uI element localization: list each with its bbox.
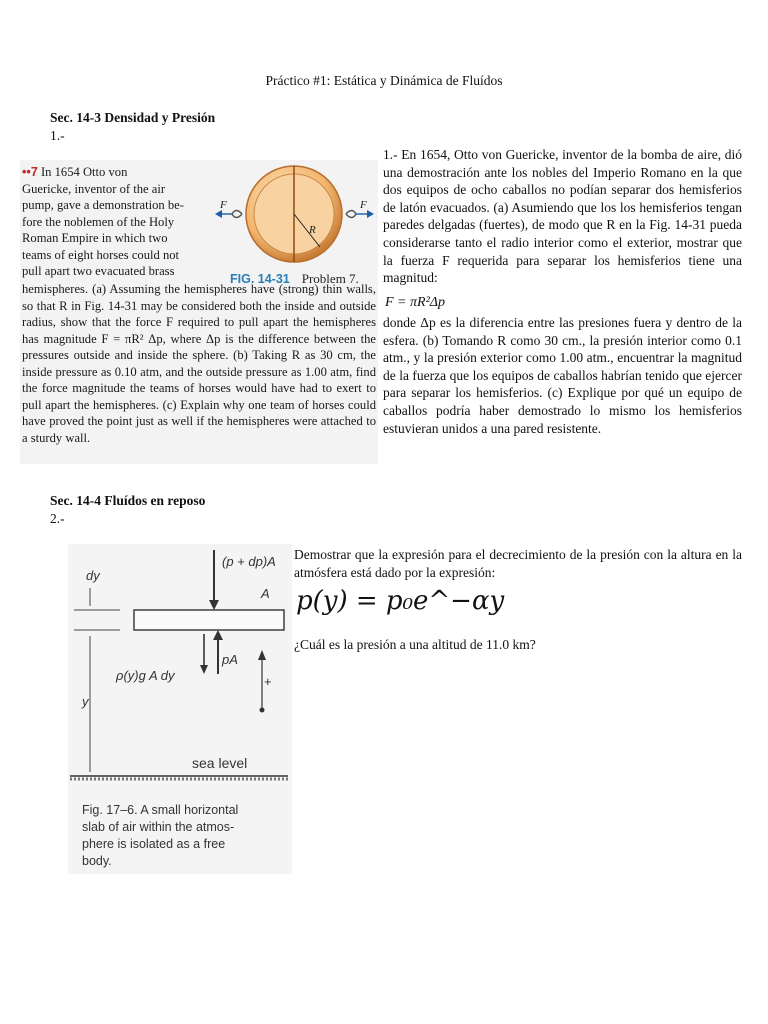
- positive-direction-dot: [260, 708, 265, 713]
- intro-line: Roman Empire in which two: [22, 231, 168, 245]
- spanish-problem-2-question: ¿Cuál es la presión a una altitud de 11.0 km?: [294, 637, 536, 652]
- intro-line: fore the noblemen of the Holy: [22, 214, 175, 229]
- english-intro: [22, 164, 208, 280]
- figure-caption: Problem 7.: [301, 271, 359, 286]
- caption-line: Fig. 17–6. A small horizontal: [82, 803, 239, 817]
- top-force-label: (p + dp)A: [222, 554, 276, 569]
- figure-17-6-caption: [82, 802, 282, 870]
- bottom-force-label: pA: [222, 652, 238, 667]
- caption-line: body.: [82, 854, 112, 868]
- figure-label: FIG. 14-31: [230, 272, 290, 286]
- intro-line: pump, gave a demonstration be-: [22, 198, 184, 212]
- air-slab: [134, 610, 284, 630]
- problem-number-1: 1.-: [50, 128, 65, 143]
- figure-14-31-caption: [230, 270, 359, 288]
- section-heading-2: Sec. 14-4 Fluídos en reposo: [50, 493, 206, 508]
- problem-number-2: 2.-: [50, 511, 65, 526]
- spanish-problem-1-para1: 1.- En 1654, Otto von Guericke, inventor de la bomba de aire, dió una demostración ante los nobles del Imperio Romano en la que dos equipos de ocho caballos no podían separar dos hemisferios de latón evacuados. (a) Asumiendo que los los hemisferios tengan paredes delgadas (fuertes), de modo que R en la Fig. 14-31 pueda considerarse tanto el radio interior como el exterior, mostrar que la fuerza F requerida para separar los hemisferios tiene una magnitud:: [383, 147, 742, 286]
- pressure-altitude-formula: p(y) = p₀e^−αy: [296, 586, 505, 616]
- caption-line: phere is isolated as a free: [82, 837, 226, 851]
- weight-label: ρ(y)g A dy: [116, 668, 175, 683]
- area-label: A: [261, 586, 270, 601]
- intro-line: In 1654 Otto von: [40, 165, 128, 179]
- problem-marker: ••7: [22, 165, 38, 179]
- intro-line: pull apart two evacuated brass: [22, 264, 175, 278]
- section-heading-1: Sec. 14-3 Densidad y Presión: [50, 110, 216, 125]
- right-force-label: F: [360, 199, 367, 211]
- caption-line: slab of air within the atmos-: [82, 820, 235, 834]
- hemispheres-figure: [212, 164, 378, 282]
- y-axis-label: y: [82, 694, 89, 709]
- left-force-label: F: [220, 199, 227, 211]
- spanish-problem-1-para2: donde Δp es la diferencia entre las presiones fuera y dentro de la esfera. (b) Tomando R como 30 cm., la presión interior como 0.1 atm., y la presión exterior como 1.00 atm., encuentrar la magnitud de la fuerza que los equipos de caballos habrían tenido que ejercer para separar los hemisferios. (c) Explique por qué un equipo de caballos podría haber demostrado lo mismo los hemisferios estuvieran unidos a una pared resistente.: [383, 315, 742, 436]
- english-rest: hemispheres. (a) Assuming the hemispheres have (strong) thin walls, so that R in Fig. 14-31 may be considered both the inside and outside radius, show that the force F required to pull apart the hemispheres has magnitude F = πR² Δp, where Δp is the difference between the pressures outside and inside the sphere. (b) Taking R as 30 cm, the inside pressure as 0.10 atm, and the outside pressure as 1.00 atm, find the force magnitude the teams of horses would have had to exert to pull apart the hemispheres. (c) Explain why one team of horses could have proved the point just as well if the hemispheres were attached to a sturdy wall.: [22, 282, 376, 445]
- sea-level-label: sea level: [192, 755, 248, 771]
- spanish-problem-1-formula: F = πR²Δp: [385, 295, 445, 310]
- dy-label: dy: [86, 568, 100, 583]
- intro-line: Guericke, inventor of the air: [22, 181, 166, 196]
- intro-line: teams of eight horses could not: [22, 247, 180, 262]
- spanish-problem-2-para1: Demostrar que la expresión para el decrecimiento de la presión con la altura en la atmósfera está dado por la expresión:: [294, 547, 742, 580]
- plus-label: +: [264, 674, 272, 689]
- page-title: Práctico #1: Estática y Dinámica de Fluídos: [265, 73, 503, 88]
- radius-label: R: [309, 224, 316, 236]
